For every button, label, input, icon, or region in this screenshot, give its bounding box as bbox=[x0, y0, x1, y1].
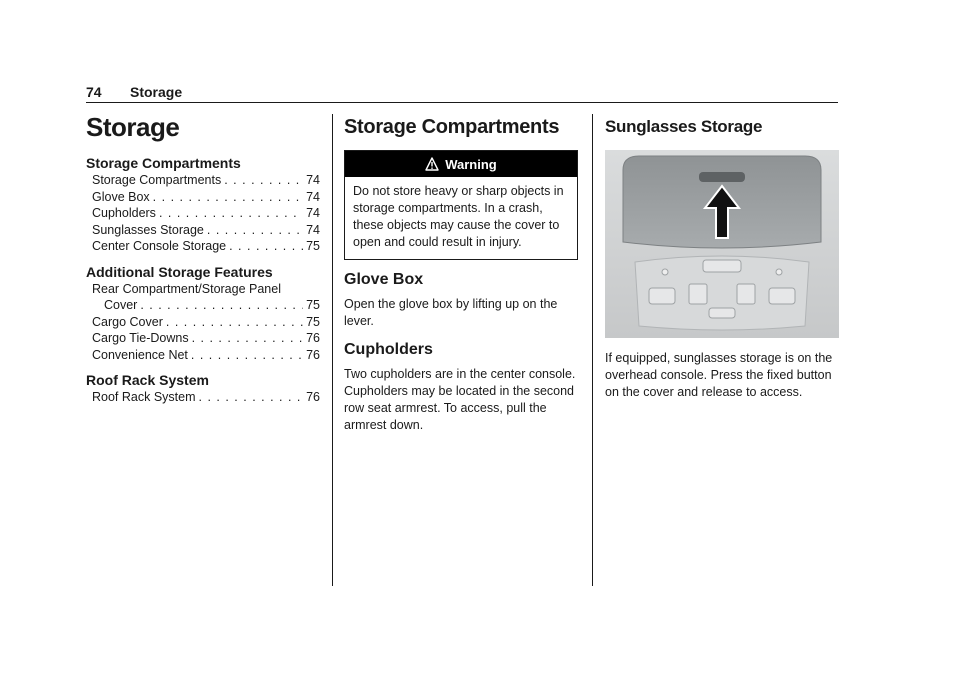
running-header bbox=[86, 84, 838, 104]
toc-group-heading: Storage Compartments bbox=[86, 155, 241, 171]
toc-leader-dots bbox=[229, 238, 303, 255]
toc-group-heading: Roof Rack System bbox=[86, 372, 209, 388]
toc-entry-page: 76 bbox=[306, 347, 320, 362]
warning-triangle-icon bbox=[425, 157, 439, 171]
toc-leader-dots bbox=[140, 297, 303, 314]
content-column-3 bbox=[605, 108, 839, 409]
toc-leader-dots bbox=[224, 172, 303, 189]
header-rule bbox=[86, 102, 838, 103]
toc-column bbox=[86, 108, 320, 414]
toc-entry-page: 76 bbox=[306, 331, 320, 345]
toc-group bbox=[86, 154, 320, 255]
warning-box bbox=[344, 150, 578, 260]
glove-box-heading: Glove Box bbox=[344, 271, 424, 288]
toc-entry-page: 76 bbox=[306, 390, 320, 404]
toc-group bbox=[86, 263, 320, 364]
section-heading: Storage Compartments bbox=[344, 116, 560, 138]
toc-entry-label: Roof Rack System bbox=[92, 390, 196, 404]
warning-title: Warning bbox=[445, 156, 497, 172]
toc-group-heading: Additional Storage Features bbox=[86, 263, 273, 280]
toc-entry[interactable] bbox=[86, 314, 320, 331]
overhead-console-photo bbox=[605, 150, 839, 338]
toc-entry-page: 75 bbox=[306, 314, 320, 329]
toc-entry-page: 74 bbox=[306, 206, 320, 220]
cupholders-heading: Cupholders bbox=[344, 341, 433, 358]
toc-leader-dots bbox=[192, 330, 304, 347]
toc-entry[interactable] bbox=[86, 389, 320, 406]
toc-entry[interactable] bbox=[86, 205, 320, 222]
header-section-title: Storage bbox=[130, 84, 183, 100]
toc-entry-label: Center Console Storage bbox=[92, 239, 227, 253]
toc-leader-dots bbox=[166, 314, 303, 331]
toc-entry-page: 74 bbox=[306, 189, 320, 204]
toc-entry[interactable] bbox=[86, 172, 320, 189]
toc-entry-page: 75 bbox=[306, 298, 320, 312]
toc-entry[interactable] bbox=[86, 330, 320, 347]
toc-entry[interactable] bbox=[86, 238, 320, 255]
toc-entry[interactable] bbox=[86, 347, 320, 364]
toc-leader-dots bbox=[199, 389, 304, 406]
column-divider bbox=[332, 114, 333, 586]
toc-entry-page: 75 bbox=[306, 239, 320, 253]
toc-entry-label: Cargo Tie-Downs bbox=[92, 331, 189, 345]
toc-entry-label: Glove Box bbox=[92, 189, 150, 204]
toc-entry-label: Cupholders bbox=[92, 206, 156, 220]
page-number: 74 bbox=[86, 84, 102, 100]
toc-entry-label: Convenience Net bbox=[92, 347, 188, 362]
toc-leader-dots bbox=[159, 205, 303, 222]
cupholders-text: Two cupholders are in the center console. Cupholders may be located in the second row seat armrest. To access, pull the armrest down. bbox=[344, 367, 576, 432]
toc-entry-label: Cover bbox=[104, 298, 138, 312]
toc-entry-label: Sunglasses Storage bbox=[92, 222, 204, 237]
sunglasses-heading: Sunglasses Storage bbox=[605, 117, 763, 136]
toc-entry[interactable] bbox=[86, 222, 320, 239]
toc-leader-dots bbox=[191, 347, 303, 364]
toc-entry-page: 74 bbox=[306, 173, 320, 187]
toc-entry-label-line1[interactable]: Rear Compartment/Storage Panel bbox=[92, 281, 281, 296]
sunglasses-text: If equipped, sunglasses storage is on the overhead console. Press the fixed button on the cover and release to access. bbox=[605, 351, 833, 399]
column-divider bbox=[592, 114, 593, 586]
toc-leader-dots bbox=[153, 189, 303, 206]
warning-header bbox=[345, 151, 577, 177]
content-column-2 bbox=[344, 108, 578, 442]
toc-entry-label: Storage Compartments bbox=[92, 173, 222, 187]
toc-group bbox=[86, 371, 320, 406]
toc-leader-dots bbox=[207, 222, 303, 239]
toc-entry-page: 74 bbox=[306, 222, 320, 237]
toc-entry[interactable] bbox=[86, 297, 320, 314]
toc-entry[interactable] bbox=[86, 189, 320, 206]
warning-text: Do not store heavy or sharp objects in storage compartments. In a crash, these objects may cause the cover to open and could result in injury. bbox=[353, 184, 564, 249]
chapter-title: Storage bbox=[86, 112, 180, 142]
glove-box-text: Open the glove box by lifting up on the lever. bbox=[344, 297, 558, 328]
toc-entry-label: Cargo Cover bbox=[92, 314, 163, 329]
